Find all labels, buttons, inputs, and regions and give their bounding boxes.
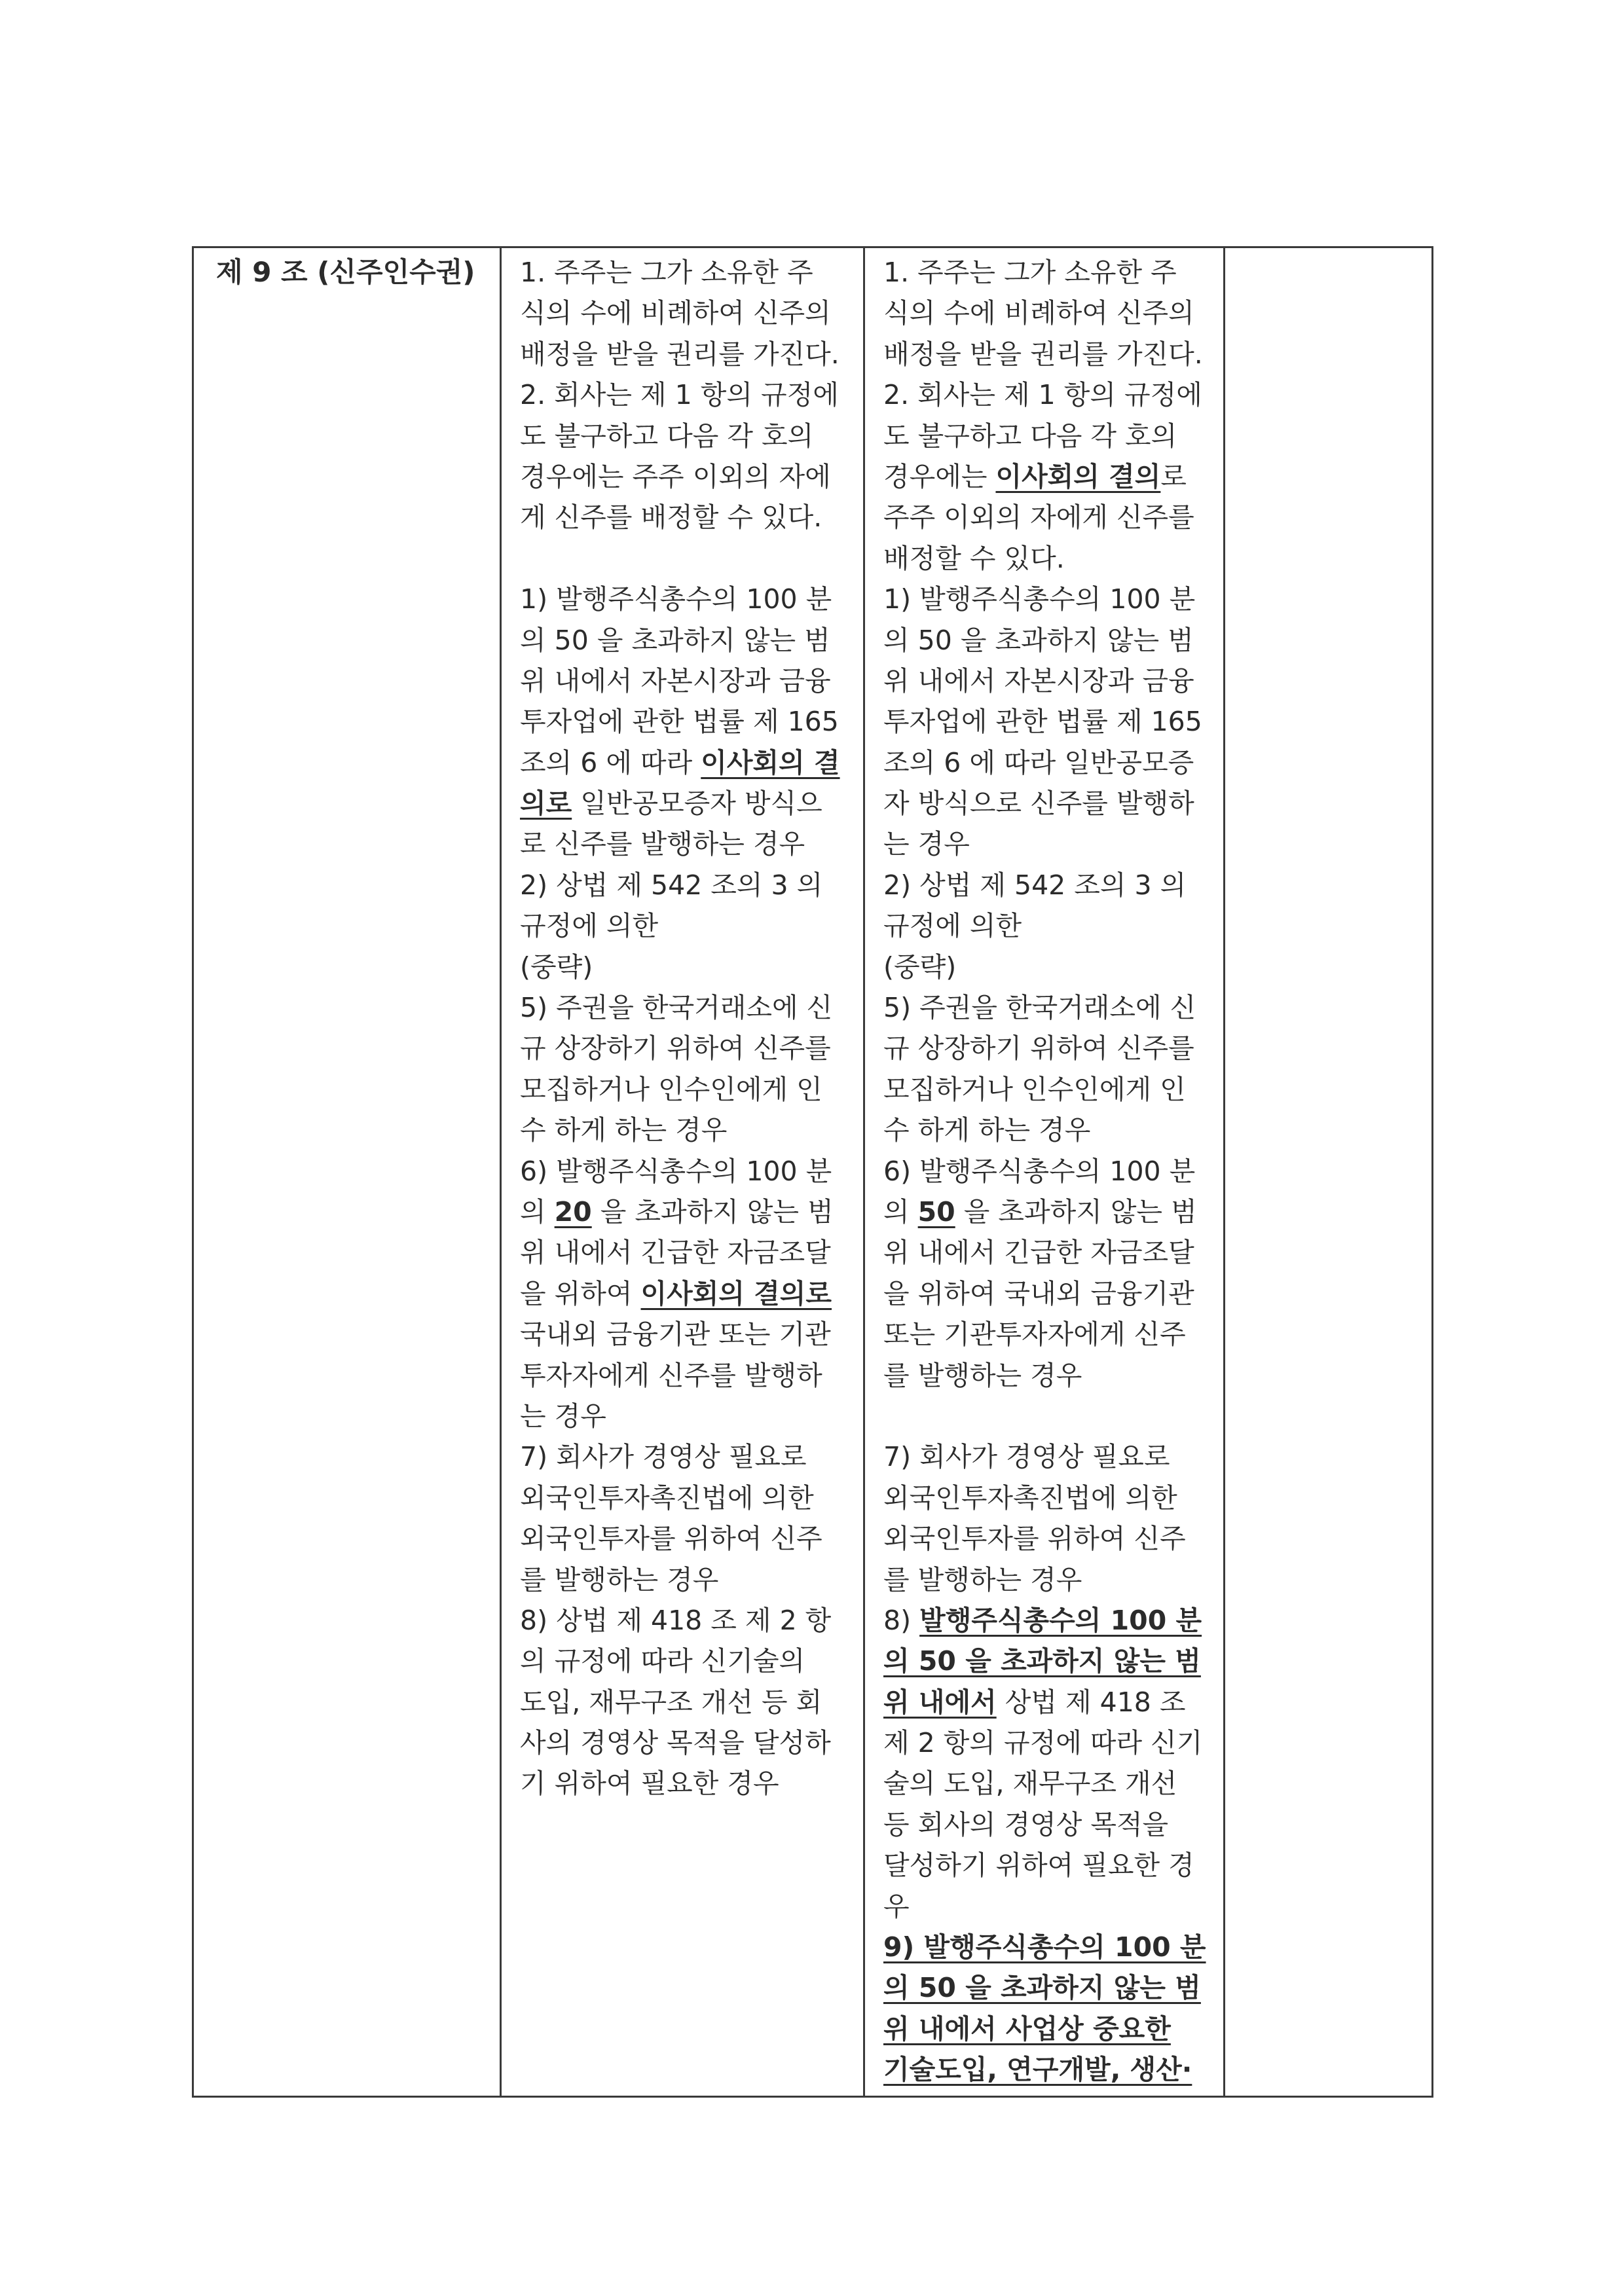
text-segment: 배정을 받을 권리를 가진다. xyxy=(883,338,1203,370)
text-line xyxy=(520,701,863,742)
text-segment: 는 경우 xyxy=(883,828,970,860)
text-line xyxy=(520,661,863,701)
text-segment: 게 신주를 배정할 수 있다. xyxy=(520,501,822,534)
remarks-text xyxy=(1225,248,1431,252)
text-line xyxy=(883,1600,1223,1641)
text-segment: 을 초과하지 않는 범 xyxy=(955,1195,1197,1228)
text-segment: 자 방식으로 신주를 발행하 xyxy=(883,788,1194,820)
text-segment: 의 xyxy=(883,1195,918,1228)
text-segment: 투자자에게 신주를 발행하 xyxy=(520,1359,822,1391)
remarks-cell xyxy=(1225,247,1433,2097)
text-line xyxy=(883,1641,1223,1681)
text-line xyxy=(883,579,1223,619)
text-segment: 는 경우 xyxy=(520,1400,606,1432)
text-segment: 규 상장하기 위하여 신주를 xyxy=(520,1032,831,1065)
text-segment: 조의 6 에 따라 xyxy=(520,746,701,778)
text-line xyxy=(883,1192,1223,1232)
text-segment: 8) 상법 제 418 조 제 2 항 xyxy=(520,1604,832,1636)
text-line xyxy=(520,497,863,538)
text-line xyxy=(883,905,1223,946)
text-line xyxy=(520,1682,863,1722)
text-segment: 제 2 항의 규정에 따라 신기 xyxy=(883,1727,1203,1759)
text-line xyxy=(883,1355,1223,1396)
article-cell xyxy=(193,247,501,2097)
text-line xyxy=(520,1641,863,1681)
text-line xyxy=(883,661,1223,701)
text-line xyxy=(883,1314,1223,1355)
text-segment: 을 위하여 xyxy=(520,1277,641,1309)
emphasized-text: 위 내에서 xyxy=(883,1686,997,1718)
text-segment: 을 위하여 국내외 금융기관 xyxy=(883,1277,1194,1309)
text-line xyxy=(883,252,1223,293)
text-line xyxy=(883,742,1223,783)
text-segment: 달성하기 위하여 필요한 경 xyxy=(883,1850,1194,1882)
text-segment: 도 불구하고 다음 각 호의 xyxy=(883,420,1177,452)
text-segment: 외국인투자를 위하여 신주 xyxy=(883,1523,1186,1555)
text-segment: 투자업에 관한 법률 제 165 xyxy=(520,706,839,738)
text-line xyxy=(520,579,863,619)
text-line xyxy=(883,1273,1223,1314)
text-segment: 규정에 의한 xyxy=(520,910,659,942)
emphasized-text: 이사회의 결의 xyxy=(995,460,1161,492)
text-line xyxy=(520,1722,863,1763)
text-line xyxy=(520,824,863,864)
before-amendment-text xyxy=(502,248,863,1804)
text-line xyxy=(520,947,863,987)
text-line xyxy=(883,1559,1223,1600)
text-segment: 모집하거나 인수인에게 인 xyxy=(520,1073,822,1105)
text-line xyxy=(883,1028,1223,1068)
emphasized-text: 기술도입, 연구개발, 생산· xyxy=(883,2054,1192,2086)
text-line xyxy=(883,824,1223,864)
article-title: 제 9 조 (신주인수권) xyxy=(216,256,475,288)
text-line xyxy=(883,1682,1223,1722)
text-line xyxy=(520,1478,863,1518)
text-segment: 위 내에서 긴급한 자금조달 xyxy=(520,1237,831,1269)
text-segment: 배정할 수 있다. xyxy=(883,542,1065,574)
text-line xyxy=(520,783,863,824)
text-line xyxy=(883,783,1223,824)
text-segment: 또는 기관투자자에게 신주 xyxy=(883,1319,1186,1351)
text-segment: 상법 제 418 조 xyxy=(996,1686,1186,1718)
emphasized-text: 9) 발행주식총수의 100 분 xyxy=(883,1931,1206,1963)
text-segment: 의 50 을 초과하지 않는 범 xyxy=(520,624,830,656)
text-line xyxy=(883,538,1223,579)
text-segment: 모집하거나 인수인에게 인 xyxy=(883,1073,1186,1105)
text-segment: 의 xyxy=(520,1195,555,1228)
text-line xyxy=(520,1355,863,1396)
text-segment: 규정에 의한 xyxy=(883,910,1022,942)
text-line xyxy=(883,1069,1223,1110)
text-segment: 기 위하여 필요한 경우 xyxy=(520,1768,779,1800)
text-line xyxy=(883,947,1223,987)
text-line xyxy=(883,2009,1223,2049)
text-line xyxy=(883,1151,1223,1192)
text-line xyxy=(883,1845,1223,1886)
text-segment: 2) 상법 제 542 조의 3 의 xyxy=(520,869,823,901)
before-amendment-cell xyxy=(501,247,864,2097)
emphasized-text: 발행주식총수의 100 분 xyxy=(919,1604,1202,1636)
text-segment: 6) 발행주식총수의 100 분 xyxy=(520,1155,832,1187)
text-segment: 도입, 재무구조 개선 등 회 xyxy=(520,1686,822,1718)
text-segment: 2. 회사는 제 1 항의 규정에 xyxy=(883,379,1202,411)
text-segment: 외국인투자를 위하여 신주 xyxy=(520,1523,822,1555)
after-amendment-text xyxy=(865,248,1223,2090)
text-segment: 주주 이외의 자에게 신주를 xyxy=(883,501,1194,534)
text-line xyxy=(520,374,863,415)
text-segment: 수 하게 하는 경우 xyxy=(520,1114,728,1146)
text-segment: 5) 주권을 한국거래소에 신 xyxy=(883,992,1196,1024)
emphasized-text: 위 내에서 사업상 중요한 xyxy=(883,2013,1171,2045)
table-row xyxy=(193,247,1433,2097)
text-line xyxy=(883,374,1223,415)
text-segment: 술의 도입, 재무구조 개선 xyxy=(883,1768,1177,1800)
text-segment: 외국인투자촉진법에 의한 xyxy=(520,1482,814,1514)
emphasized-text: 의 50 을 초과하지 않는 범 xyxy=(883,1972,1201,2004)
text-segment: 경우에는 xyxy=(883,460,996,492)
text-line xyxy=(883,456,1223,497)
text-segment: 등 회사의 경영상 목적을 xyxy=(883,1808,1169,1840)
text-line xyxy=(520,742,863,783)
text-segment: 로 xyxy=(1160,460,1187,492)
emphasized-text: 이사회의 결의로 xyxy=(640,1277,832,1309)
text-segment: 7) 회사가 경영상 필요로 xyxy=(520,1441,807,1473)
emphasized-text: 50 xyxy=(917,1195,955,1228)
text-segment: 의 50 을 초과하지 않는 범 xyxy=(883,624,1194,656)
text-line xyxy=(520,1518,863,1559)
text-line xyxy=(520,620,863,661)
text-line xyxy=(520,416,863,456)
text-line xyxy=(520,1232,863,1273)
text-line xyxy=(520,1314,863,1355)
blank-line xyxy=(883,1396,1223,1436)
text-segment: 일반공모증자 방식으 xyxy=(572,788,822,820)
text-line xyxy=(883,1722,1223,1763)
text-segment: 1. 주주는 그가 소유한 주 xyxy=(883,257,1177,288)
amendment-table xyxy=(192,246,1433,2098)
text-segment: 투자업에 관한 법률 제 165 xyxy=(883,706,1202,738)
text-line xyxy=(520,1110,863,1150)
text-line xyxy=(520,293,863,333)
blank-line xyxy=(520,538,863,579)
text-segment: 2. 회사는 제 1 항의 규정에 xyxy=(520,379,839,411)
text-line xyxy=(883,1110,1223,1150)
text-segment: 1) 발행주식총수의 100 분 xyxy=(883,583,1196,615)
text-line xyxy=(520,905,863,946)
text-segment: 7) 회사가 경영상 필요로 xyxy=(883,1441,1170,1473)
text-segment: 5) 주권을 한국거래소에 신 xyxy=(520,992,833,1024)
text-line xyxy=(520,1192,863,1232)
text-segment: 경우에는 주주 이외의 자에 xyxy=(520,460,831,492)
text-line xyxy=(883,620,1223,661)
text-segment: 외국인투자촉진법에 의한 xyxy=(883,1482,1177,1514)
text-line xyxy=(883,1967,1223,2008)
text-line xyxy=(520,1559,863,1600)
text-segment: 국내외 금융기관 또는 기관 xyxy=(520,1319,831,1351)
text-segment: 규 상장하기 위하여 신주를 xyxy=(883,1032,1194,1065)
text-segment: 1. 주주는 그가 소유한 주 xyxy=(520,257,813,288)
text-segment: 의 규정에 따라 신기술의 xyxy=(520,1645,805,1677)
text-line xyxy=(520,252,863,293)
text-segment: 를 발행하는 경우 xyxy=(883,1359,1082,1391)
text-line xyxy=(883,416,1223,456)
text-line xyxy=(520,1436,863,1477)
text-line xyxy=(883,2049,1223,2090)
text-segment: 로 신주를 발행하는 경우 xyxy=(520,828,805,860)
text-line xyxy=(883,987,1223,1028)
text-line xyxy=(883,497,1223,538)
text-segment: 2) 상법 제 542 조의 3 의 xyxy=(883,869,1187,901)
text-line xyxy=(520,1028,863,1068)
text-line xyxy=(883,701,1223,742)
text-line xyxy=(883,1436,1223,1477)
text-line xyxy=(883,1518,1223,1559)
emphasized-text: 의 50 을 초과하지 않는 범 xyxy=(883,1645,1201,1677)
text-segment: 식의 수에 비례하여 신주의 xyxy=(520,297,831,329)
text-segment: (중략) xyxy=(520,951,593,983)
text-line xyxy=(883,293,1223,333)
text-line xyxy=(883,1927,1223,1967)
text-line xyxy=(520,1273,863,1314)
text-line xyxy=(520,865,863,905)
text-line xyxy=(520,1151,863,1192)
text-line xyxy=(883,1763,1223,1804)
text-line xyxy=(520,1069,863,1110)
text-segment: 도 불구하고 다음 각 호의 xyxy=(520,420,814,452)
text-segment: 위 내에서 자본시장과 금융 xyxy=(520,665,831,697)
text-segment: 조의 6 에 따라 일반공모증 xyxy=(883,746,1194,778)
text-line xyxy=(520,334,863,374)
text-line xyxy=(520,987,863,1028)
text-segment: 위 내에서 자본시장과 금융 xyxy=(883,665,1194,697)
after-amendment-cell xyxy=(864,247,1225,2097)
text-line xyxy=(883,334,1223,374)
text-segment: 우 xyxy=(883,1890,910,1922)
text-segment: 위 내에서 긴급한 자금조달 xyxy=(883,1237,1194,1269)
text-segment: 식의 수에 비례하여 신주의 xyxy=(883,297,1194,329)
text-line xyxy=(520,1600,863,1641)
emphasized-text: 20 xyxy=(554,1195,592,1228)
text-line xyxy=(520,456,863,497)
text-line xyxy=(883,1886,1223,1927)
text-segment: 을 초과하지 않는 범 xyxy=(591,1195,834,1228)
text-line xyxy=(883,1232,1223,1273)
text-segment: 배정을 받을 권리를 가진다. xyxy=(520,338,840,370)
text-line xyxy=(520,1396,863,1436)
emphasized-text: 이사회의 결 xyxy=(701,746,840,778)
text-segment: 6) 발행주식총수의 100 분 xyxy=(883,1155,1196,1187)
text-segment: 사의 경영상 목적을 달성하 xyxy=(520,1727,831,1759)
text-segment: 를 발행하는 경우 xyxy=(520,1563,719,1595)
text-segment: 를 발행하는 경우 xyxy=(883,1563,1082,1595)
text-line xyxy=(883,1478,1223,1518)
text-segment: 8) xyxy=(883,1604,920,1636)
text-line xyxy=(883,1804,1223,1845)
text-segment: 수 하게 하는 경우 xyxy=(883,1114,1091,1146)
emphasized-text: 의로 xyxy=(520,788,572,820)
text-segment: 1) 발행주식총수의 100 분 xyxy=(520,583,832,615)
text-segment: (중략) xyxy=(883,951,957,983)
text-line xyxy=(520,1763,863,1804)
text-line xyxy=(883,865,1223,905)
